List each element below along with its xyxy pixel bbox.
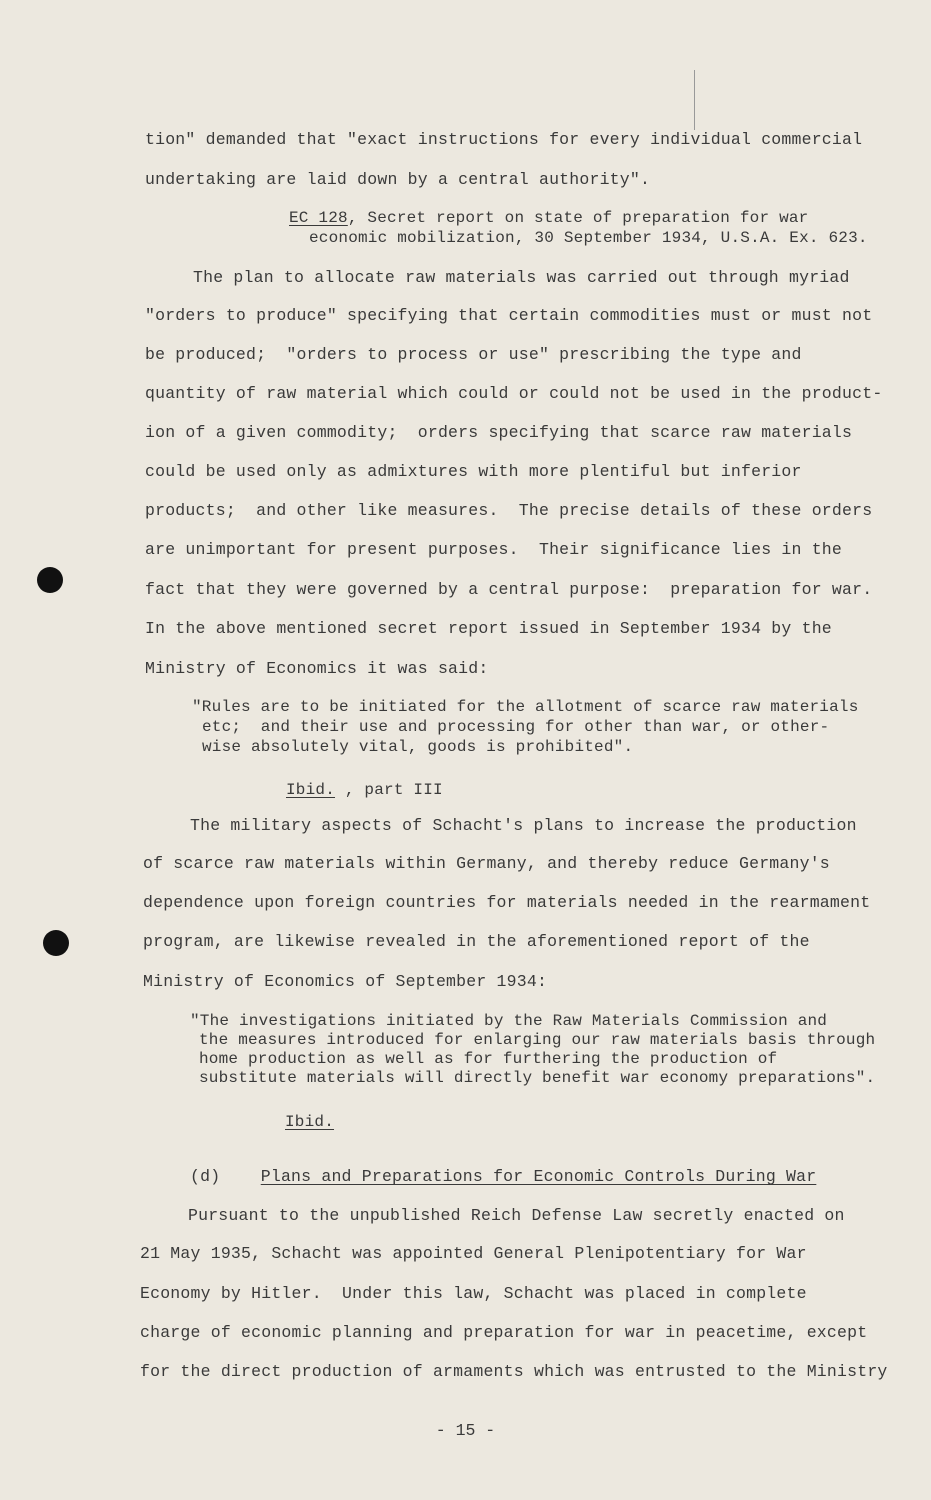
text-line: The military aspects of Schacht's plans to increase the production	[190, 816, 857, 835]
text-line: tion" demanded that "exact instructions for every individual commercial	[145, 130, 863, 149]
text-line: for the direct production of armaments which was entrusted to the Ministry	[140, 1362, 888, 1381]
text-line: Economy by Hitler. Under this law, Schacht was placed in complete	[140, 1284, 807, 1303]
text-line: charge of economic planning and preparation for war in peacetime, except	[140, 1323, 868, 1342]
text-line: undertaking are laid down by a central authority".	[145, 170, 651, 189]
text-line: be produced; "orders to process or use" prescribing the type and	[145, 345, 802, 364]
text-line: The plan to allocate raw materials was carried out through myriad	[193, 268, 850, 287]
text-line: of scarce raw materials within Germany, and thereby reduce Germany's	[143, 854, 830, 873]
quote-line: home production as well as for furthering the production of	[199, 1050, 778, 1068]
text-line: Ministry of Economics of September 1934:	[143, 972, 548, 991]
section-heading	[190, 1167, 816, 1187]
citation-ref: Ibid.	[285, 1113, 335, 1131]
punch-hole	[43, 930, 69, 956]
citation-ref: EC 128	[289, 209, 348, 227]
text-line: could be used only as admixtures with more plentiful but inferior	[145, 462, 802, 481]
punch-hole	[37, 567, 63, 593]
text-line: ion of a given commodity; orders specifying that scarce raw materials	[145, 423, 853, 442]
text-line: "orders to produce" specifying that certain commodities must or must not	[145, 306, 873, 325]
text-line: program, are likewise revealed in the aforementioned report of the	[143, 932, 810, 951]
citation	[286, 780, 443, 800]
section-marker: (d)	[190, 1167, 221, 1186]
page-number: - 15 -	[435, 1421, 496, 1440]
citation-ref: Ibid.	[286, 781, 336, 799]
text-line: fact that they were governed by a central purpose: preparation for war.	[145, 580, 873, 599]
text-line: In the above mentioned secret report issued in September 1934 by the	[145, 619, 832, 638]
text-line: products; and other like measures. The precise details of these orders	[145, 501, 873, 520]
quote-line: the measures introduced for enlarging our raw materials basis through	[199, 1031, 876, 1049]
margin-mark	[694, 70, 695, 130]
text-line: 21 May 1935, Schacht was appointed General Plenipotentiary for War	[140, 1244, 807, 1263]
quote-line: "The investigations initiated by the Raw Materials Commission and	[190, 1012, 828, 1030]
citation	[285, 1112, 334, 1132]
citation-line: economic mobilization, 30 September 1934, U.S.A. Ex. 623.	[309, 229, 868, 247]
quote-line: wise absolutely vital, goods is prohibited".	[202, 738, 634, 756]
citation	[289, 208, 809, 228]
text-line: Pursuant to the unpublished Reich Defense Law secretly enacted on	[188, 1206, 845, 1225]
text-line: dependence upon foreign countries for materials needed in the rearmament	[143, 893, 871, 912]
text-line: Ministry of Economics it was said:	[145, 659, 489, 678]
citation-text: , Secret report on state of preparation for war	[347, 209, 809, 227]
quote-line: substitute materials will directly benefit war economy preparations".	[199, 1069, 876, 1087]
quote-line: etc; and their use and processing for other than war, or other-	[202, 718, 830, 736]
section-title: Plans and Preparations for Economic Controls During War	[260, 1167, 817, 1186]
text-line: are unimportant for present purposes. Their significance lies in the	[145, 540, 843, 559]
citation-text: , part III	[335, 781, 443, 799]
text-line: quantity of raw material which could or could not be used in the product-	[145, 384, 883, 403]
quote-line: "Rules are to be initiated for the allotment of scarce raw materials	[192, 698, 859, 716]
